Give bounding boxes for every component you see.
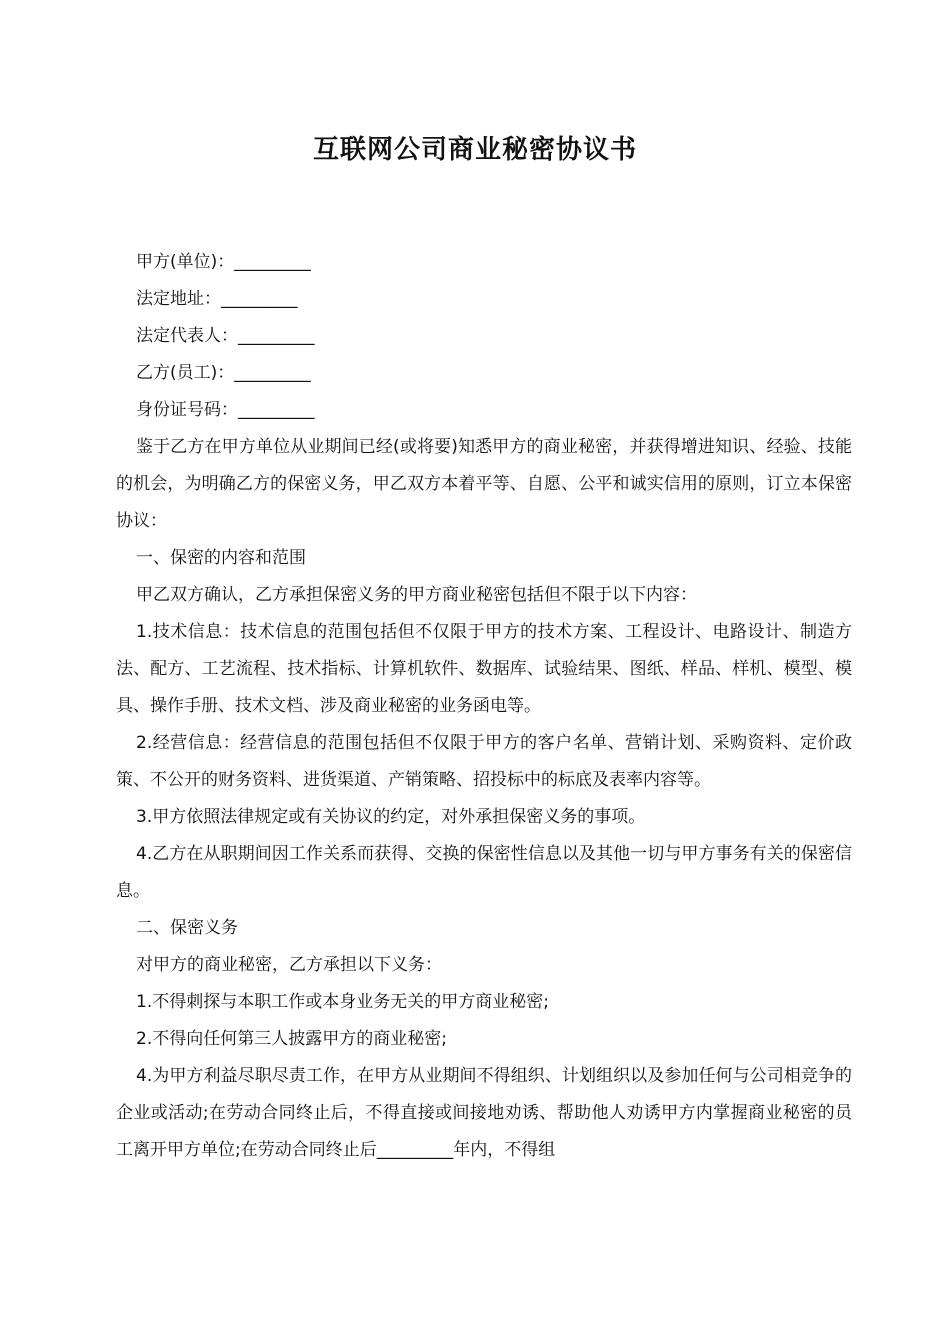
section-1-intro: 甲乙双方确认，乙方承担保密义务的甲方商业秘密包括但不限于以下内容： xyxy=(136,585,697,605)
section-1-item-4: 4.乙方在从职期间因工作关系而获得、交换的保密性信息以及其他一切与甲方事务有关的保密信息。 xyxy=(116,844,852,901)
section-2-item-4: 4.为甲方利益尽职尽责工作，在甲方从业期间不得组织、计划组织以及参加任何与公司相竞争的企业或活动;在劳动合同终止后，不得直接或间接地劝诱、帮助他人劝诱甲方内掌握商业秘密的员工离开甲方单位;在劳动合同终止后_________年内，不得组 xyxy=(116,1066,852,1160)
section-1-item-1: 1.技术信息：技术信息的范围包括但不仅限于甲方的技术方案、工程设计、电路设计、制造方法、配方、工艺流程、技术指标、计算机软件、数据库、试验结果、图纸、样品、样机、模型、模具、操作手册、技术文档、涉及商业秘密的业务函电等。 xyxy=(116,622,852,716)
preamble-paragraph: 鉴于乙方在甲方单位从业期间已经(或将要)知悉甲方的商业秘密，并获得增进知识、经验、技能的机会，为明确乙方的保密义务，甲乙双方本着平等、自愿、公平和诚实信用的原则，订立本保密协议： xyxy=(116,437,852,531)
legal-representative-field: 法定代表人：_________ xyxy=(136,326,315,346)
section-2-heading: 二、保密义务 xyxy=(136,918,238,938)
section-1-item-3: 3.甲方依照法律规定或有关协议的约定，对外承担保密义务的事项。 xyxy=(136,807,646,827)
document-body xyxy=(116,244,852,1169)
party-a-field: 甲方(单位)：_________ xyxy=(136,252,311,272)
section-2-item-2: 2.不得向任何第三人披露甲方的商业秘密; xyxy=(136,1029,447,1049)
id-number-field: 身份证号码：_________ xyxy=(136,400,315,420)
section-1-heading: 一、保密的内容和范围 xyxy=(136,548,306,568)
section-1-item-2: 2.经营信息：经营信息的范围包括但不仅限于甲方的客户名单、营销计划、采购资料、定价政策、不公开的财务资料、进货渠道、产销策略、招投标中的标底及表率内容等。 xyxy=(116,733,852,790)
party-b-field: 乙方(员工)：_________ xyxy=(136,363,311,383)
document-title: 互联网公司商业秘密协议书 xyxy=(312,135,637,165)
section-2-intro: 对甲方的商业秘密，乙方承担以下义务： xyxy=(136,955,442,975)
legal-address-field: 法定地址：_________ xyxy=(136,289,298,309)
section-2-item-1: 1.不得刺探与本职工作或本身业务无关的甲方商业秘密; xyxy=(136,992,549,1012)
